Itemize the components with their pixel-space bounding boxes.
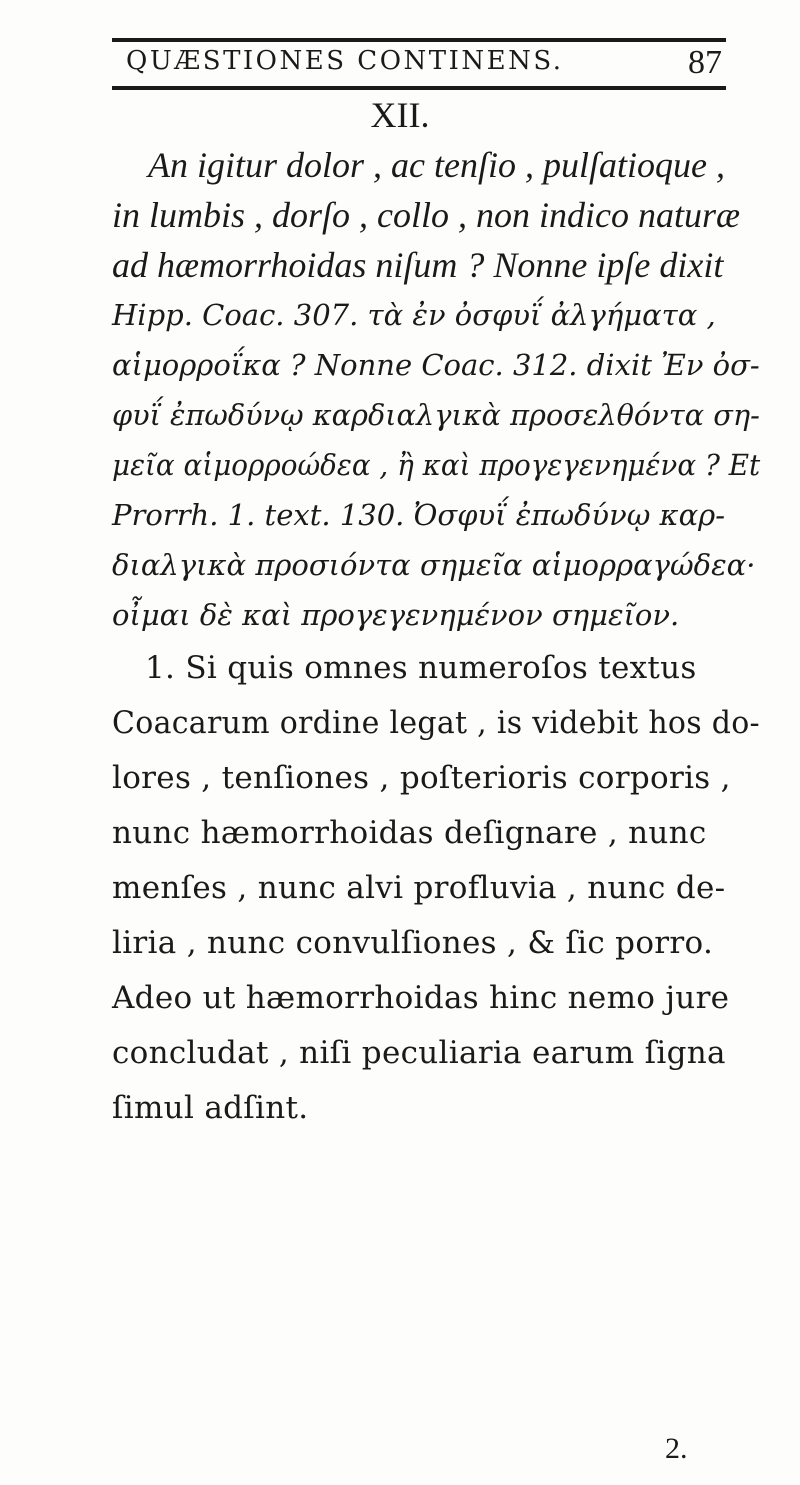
question-line: Hipp. Coac. 307. τὰ ἐν ὀσφυΐ ἀλγήματα ,: [112, 298, 716, 332]
answer-line: menſes , nunc alvi profluvia , nunc de-: [112, 870, 726, 906]
running-header: [112, 46, 726, 86]
question-line: ad hæmorrhoidas niſum ? Nonne ipſe dixit: [112, 245, 724, 285]
answer-line: ſimul adſint.: [112, 1090, 309, 1126]
question-line: μεῖα αἱμορροώδεα , ἢ καὶ προγεγενημένα ? Et: [112, 448, 761, 482]
answer-line: nunc hæmorrhoidas deſignare , nunc: [112, 815, 707, 851]
question-line: αἱμορροΐκα ? Nonne Coac. 312. dixit Ἐν ὀσ-: [112, 348, 760, 382]
question-line: οἶμαι δὲ καὶ προγεγενημένον σημεῖον.: [112, 598, 680, 632]
question-line: Prorrh. 1. text. 130. Ὀσφυΐ ἐπωδύνῳ καρ-: [112, 498, 726, 532]
question-line: in lumbis , dorſo , collo , non indico naturæ: [112, 195, 741, 235]
question-line: διαλγικὰ προσιόντα σημεῖα αἱμορραγώδεα·: [112, 548, 756, 582]
section-number: XII.: [370, 95, 430, 135]
running-title: QUÆSTIONES CONTINENS.: [126, 46, 564, 76]
answer-line: Adeo ut hæmorrhoidas hinc nemo jure: [112, 980, 730, 1016]
question-line: An igitur dolor , ac tenſio , pulſatioque ,: [148, 145, 725, 185]
answer-line: lores , tenſiones , poſterioris corporis ,: [112, 760, 731, 796]
catchword: 2.: [665, 1432, 688, 1465]
question-line: φυΐ ἐπωδύνῳ καρδιαλγικὰ προσελθόντα ση-: [112, 398, 760, 432]
header-rule-bottom: [112, 86, 726, 90]
header-rule-top: [112, 38, 726, 42]
page-number: 87: [688, 44, 722, 81]
answer-line: liria , nunc convulſiones , & ſic porro.: [112, 925, 714, 961]
answer-line: Coacarum ordine legat , is videbit hos do-: [112, 705, 760, 741]
answer-line: 1. Si quis omnes numeroſos textus: [145, 650, 697, 686]
answer-line: concludat , niſi peculiaria earum ſigna: [112, 1035, 726, 1071]
